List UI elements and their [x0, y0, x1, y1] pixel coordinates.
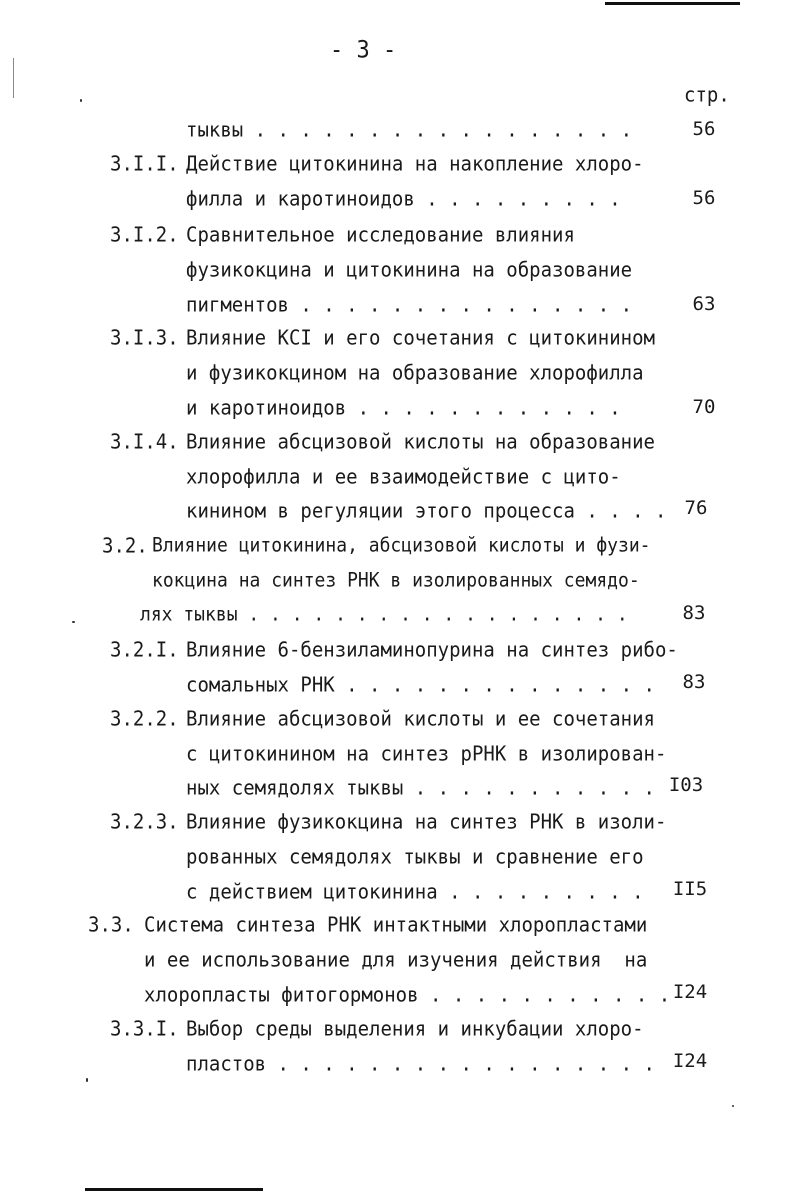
- toc-page-number: 70: [692, 396, 716, 418]
- toc-entry-line: фузикокцина и цитокинина на образование: [186, 258, 633, 282]
- toc-entry-line: кокцина на синтез РНК в изолированных семядо-: [152, 569, 640, 592]
- toc-entry-line: филла и каротиноидов . . . . . . . . .: [186, 187, 621, 211]
- toc-entry-line: и каротиноидов . . . . . . . . . . . .: [186, 396, 621, 420]
- toc-page-number: 63: [692, 293, 716, 315]
- toc-section-number: 3.2.: [102, 534, 148, 558]
- toc-entry-line: Влияние абсцизовой кислоты на образование: [186, 430, 655, 454]
- toc-entry-line: хлоропласты фитогормонов . . . . . . . . . . .: [144, 983, 671, 1007]
- toc-entry-line: пигментов . . . . . . . . . . . . . . .: [186, 293, 633, 317]
- toc-entry-line: с действием цитокинина . . . . . . . . .: [186, 880, 644, 904]
- toc-entry-line: хлорофилла и ее взаимодействие с цито-: [186, 465, 621, 489]
- toc-page-number: 56: [692, 187, 716, 209]
- page-column-label: стр.: [684, 83, 730, 107]
- toc-page-number: 83: [682, 671, 706, 693]
- toc-section-number: 3.I.I.: [110, 152, 179, 176]
- left-margin-mark: [13, 58, 14, 98]
- toc-entry-line: Влияние 6-бензиламинопурина на синтез рибо-: [186, 638, 678, 662]
- toc-entry-line: Сравнительное исследование влияния: [186, 223, 575, 247]
- toc-page-number: II5: [672, 878, 708, 900]
- toc-section-number: 3.I.4.: [110, 430, 179, 454]
- scan-speck: [732, 1105, 734, 1107]
- toc-page-number: I03: [668, 774, 704, 796]
- toc-entry-line: Действие цитокинина на накопление хлоро-: [186, 152, 644, 176]
- scan-speck: [80, 99, 82, 102]
- toc-section-number: 3.I.3.: [110, 326, 179, 350]
- toc-section-number: 3.3.I.: [110, 1017, 179, 1041]
- toc-section-number: 3.2.3.: [110, 810, 179, 834]
- toc-entry-line: лях тыквы . . . . . . . . . . . . . . . . . .: [140, 603, 628, 626]
- toc-entry-line: рованных семядолях тыквы и сравнение его: [186, 845, 644, 869]
- toc-entry-line: и фузикокцином на образование хлорофилла: [186, 361, 644, 385]
- toc-section-number: 3.2.2.: [110, 707, 179, 731]
- toc-entry-line: Влияние абсцизовой кислоты и ее сочетания: [186, 707, 655, 731]
- toc-page-number: 83: [682, 602, 706, 624]
- toc-entry-line: Влияние фузикокцина на синтез РНК в изоли-: [186, 810, 667, 834]
- toc-entry-line: Выбор среды выделения и инкубации хлоро-: [186, 1017, 644, 1041]
- scan-speck: [86, 1078, 88, 1082]
- bottom-edge-rule: [85, 1188, 263, 1191]
- toc-page-number: I24: [672, 1050, 708, 1072]
- toc-entry-line: Влияние цитокинина, абсцизовой кислоты и фузи-: [152, 534, 651, 557]
- page-number: - 3 -: [330, 36, 397, 64]
- toc-page-number: 76: [684, 497, 708, 519]
- scan-speck: [72, 621, 75, 623]
- toc-entry-line: Система синтеза РНК интактными хлоропластами: [144, 913, 648, 937]
- toc-entry-line: с цитокинином на синтез рРНК в изолирован-: [186, 742, 667, 766]
- toc-entry-line: и ее использование для изучения действия на: [144, 948, 648, 972]
- toc-entry-line: пластов . . . . . . . . . . . . . . . . .: [186, 1052, 655, 1076]
- top-edge-rule: [605, 2, 740, 5]
- toc-page-number: 56: [692, 118, 716, 140]
- toc-entry-line: Влияние KCI и его сочетания с цитокинином: [186, 326, 655, 350]
- toc-section-number: 3.2.I.: [110, 638, 179, 662]
- toc-entry-line: сомальных РНК . . . . . . . . . . . . . .: [186, 673, 655, 697]
- toc-section-number: 3.3.: [88, 913, 134, 937]
- toc-entry-line: кинином в регуляции этого процесса . . . .: [186, 499, 667, 523]
- toc-entry-line: ных семядолях тыквы . . . . . . . . . . .: [186, 776, 655, 800]
- toc-page-number: I24: [672, 981, 708, 1003]
- toc-section-number: 3.I.2.: [110, 223, 179, 247]
- toc-entry-line: тыквы . . . . . . . . . . . . . . . . .: [186, 118, 633, 142]
